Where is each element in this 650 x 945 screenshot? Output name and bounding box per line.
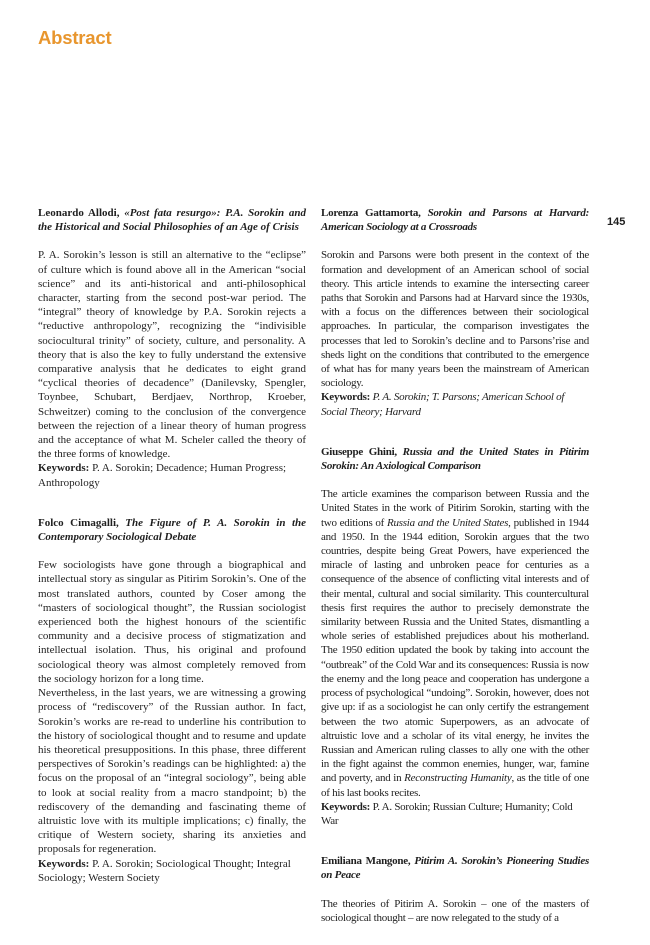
book-title: Russia and the United States (387, 516, 509, 529)
author-name: Giuseppe Ghini, (321, 445, 397, 458)
keywords-list: P. A. Sorokin; Sociological Thought; Integral Sociology; Western Society (38, 857, 291, 884)
spacer (321, 419, 589, 445)
keywords-list: P. A. Sorokin; Decadence; Human Progress; Anthropology (38, 462, 287, 489)
abstract-title-gattamorta (321, 206, 589, 234)
keywords (38, 857, 306, 885)
keywords-label: Keywords: (38, 462, 90, 475)
keywords-label: Keywords: (321, 800, 371, 813)
keywords (321, 390, 589, 418)
abstract-body: Sorokin and Parsons were both present in the context of the formation and development of an American school of social theory. This article intends to examine the intersecting career paths that Sorokin and Parsons had at Harvard since the 1930s, with a focus on the differences between their sociological approaches. In particular, the comparison investigates the processes that led to Sorokin’s decline and to Parsons’rise and sheds light on the conditions that contributed to the emergence of what has for many years been the mainstream of American sociology. (321, 249, 589, 390)
body-text: The article examines the comparison between Russia and the United States in the work of Pitirim Sorokin, starting with the two editions of (321, 488, 589, 529)
body-text: , as the title of one of his last books recites. (321, 772, 589, 799)
abstract-body: Few sociologists have gone through a biographical and intellectual story as singular as Pitirim Sorokin’s. One of the most translated authors, counted by Coser among the “masters of sociological thought”, the Russian sociologist experienced both the highest honours of the scientific community and a decisive process of stigmatization and intellectual isolation. Thus, his original and profound sociological theory was almost completely removed from the sociology horizon for a long time. (38, 559, 306, 685)
left-column (38, 206, 306, 885)
section-heading: Abstract (38, 27, 112, 48)
book-title: Reconstructing Humanity (404, 772, 512, 785)
author-name: Emiliana Mangone, (321, 855, 411, 868)
body-text: , published in 1944 and 1950. In the 1944 edition, Sorokin argues that the two countries, despite being Great Powers, have experienced the miracle of lasting and unbroken peace for centuries as a consequence of the absence of conflicting vital interests and of their mental, cultural and social similarity. This countercultural thesis first requires the author to precisely demonstrate the similarity between Russia and the United States, dismantling a whole series of established prejudices about his motherland. The 1950 edition updated the book by taking into account the “outbreak” of the Cold War and its consequences: Russia is now the enemy and the long peace and cooperation has undergone a process of psychological “undoing”. Sorokin, however, does not give up: if as a sociologist he can only certify the estrangement between the two atomic Superpowers, as an advocate of altruistic love and a scholar of its vital energy, he invites the Russian and American ruling classes to ally one with the other in the fight against the common enemies, hunger, war, famine and poverty, and in (321, 516, 589, 785)
page-number: 145 (607, 216, 626, 228)
abstract-title-ghini (321, 445, 589, 473)
keywords-label: Keywords: (38, 857, 90, 870)
article-title: «Post fata resurgo»: P.A. Sorokin and the Historical and Social Philosophies of an Age of Crisis (38, 207, 307, 234)
abstract-body: P. A. Sorokin’s lesson is still an alternative to the “eclipse” of culture which is found above all in the American “social science” and its anti-historical and anti-philosophical character, starting from the second post-war period. The “integral” theory of knowledge by P.A. Sorokin rejects a “reductive anthropology”, recognizing the “indivisible sociocultural trinity” of society, culture, and personality. A theory that is also the key to fully understand the extensive comparative analysis that he dedicates to eight grand “cyclical theories of decadence” (Danilevsky, Spengler, Toynbee, Schubart, Berdjaev, Northrop, Kroeber, Schweitzer) coming to the conclusion of the convergence between the rejection of a linear theory of human progress and the acceptance of what M. Scheler called the theory of the three forms of knowledge. (38, 249, 306, 461)
article-title: Pitirim A. Sorokin’s Pioneering Studies on Peace (321, 855, 589, 882)
abstract-title-cimagalli (38, 516, 306, 544)
abstract-body-continued: Nevertheless, in the last years, we are witnessing a growing process of “rediscovery” of the Russian author. In fact, Sorokin’s works are re-read to underline his contribution to the history of sociological thought and to resume and update his theoretical presuppositions. In this phase, three different perspectives of Sorokin’s readings can be highlighted: a) the focus on the proposal of an “integral sociology”, being able to look at social reality from a macro standpoint; b) the rediscovery of the demanding and fascinating theme of altruistic love with its multiple implications; c) finally, the critique of Western society, sharing its anxieties and proposals for regeneration. (38, 687, 306, 856)
keywords (38, 461, 306, 489)
author-name: Folco Cimagalli, (38, 516, 119, 529)
keywords-list: P. A. Sorokin; T. Parsons; American School of Social Theory; Harvard (321, 391, 565, 418)
article-title: Sorokin and Parsons at Harvard: American Sociology at a Crossroads (321, 207, 590, 234)
keywords-label: Keywords: (321, 391, 371, 404)
spacer (38, 490, 306, 516)
article-title: Russia and the United States in Pitirim Sorokin: An Axiological Comparison (321, 445, 589, 473)
author-name: Lorenza Gattamorta, (321, 207, 421, 219)
abstract-body: The theories of Pitirim A. Sorokin – one of the masters of sociological thought – are now relegated to the study of a (321, 897, 589, 924)
abstract-title-allodi (38, 206, 306, 234)
abstract-title-mangone (321, 854, 589, 882)
keywords-list: P. A. Sorokin; Russian Culture; Humanity; Cold War (321, 800, 573, 827)
spacer (321, 828, 589, 854)
right-column (321, 206, 589, 925)
abstract-body (321, 487, 589, 799)
author-name: Leonardo Allodi, (38, 207, 120, 219)
article-title: The Figure of P. A. Sorokin in the Contemporary Sociological Debate (38, 516, 307, 544)
keywords (321, 800, 589, 828)
